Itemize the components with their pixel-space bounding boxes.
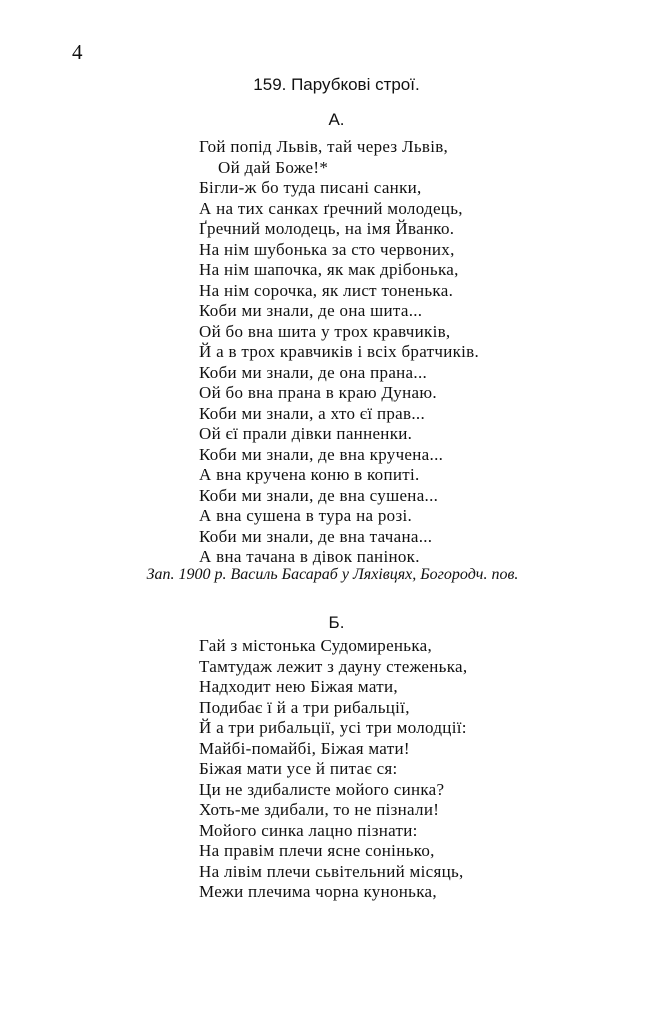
verse-line: Тамтудаж лежит з дауну стеженька,	[199, 656, 468, 676]
section-label-b: Б.	[328, 613, 345, 632]
verse-line: Коби ми знали, де вна тачана...	[199, 526, 433, 546]
verse-line: Бігли-ж бо туда писані санки,	[199, 178, 422, 197]
verse-line: Коби ми знали, а хто єї прав...	[199, 403, 425, 423]
verse-line: А вна кручена коню в копиті.	[199, 465, 420, 484]
recording-note: Зап. 1900 р. Василь Басараб у Ляхівцях, Богородч. пов.	[146, 566, 519, 583]
verse-line: Ой єї прали дівки панненки.	[199, 424, 413, 443]
verse-line: Гой попід Львів, тай через Львів,	[199, 137, 449, 156]
verse-line: Майбі-помайбі, Біжая мати!	[199, 738, 410, 758]
verse-line: Мойого синка лацно пізнати:	[199, 820, 418, 840]
verse-line: Межи плечима чорна кунонька,	[199, 882, 437, 901]
verse-line: Біжая мати усе й питає ся:	[199, 759, 398, 778]
verse-line: Коби ми знали, де вна кручена...	[199, 444, 444, 464]
verse-line: Надходит нею Біжая мати,	[199, 677, 398, 696]
page-number: 4	[72, 40, 83, 64]
verse-line: Подибає ї й а три рибальції,	[199, 697, 410, 717]
verse-line: Ци не здибалисте мойого синка?	[199, 779, 445, 799]
verse-line: На нім шубонька за сто червоних,	[199, 239, 455, 259]
verse-line: Й а три рибальції, усі три молодції:	[199, 718, 467, 737]
verse-line: На нім сорочка, як лист тоненька.	[199, 280, 454, 300]
section-label-a: А.	[328, 110, 345, 129]
verse-line: А вна сушена в тура на розі.	[199, 506, 413, 525]
verse-a	[199, 137, 479, 568]
verse-line: Хоть-ме здибали, то не пізнали!	[199, 800, 440, 819]
verse-line: Ой бо вна шита у трох кравчиків,	[199, 321, 451, 341]
verse-line: Ой дай Боже!*	[218, 157, 329, 177]
verse-line: На лівім плечи сьвітельний місяць,	[199, 861, 464, 881]
verse-line: Ой бо вна прана в краю Дунаю.	[199, 383, 437, 402]
verse-line: На правім плечи ясне сонінько,	[199, 841, 435, 860]
verse-line: На нім шапочка, як мак дрібонька,	[199, 260, 459, 279]
verse-line: Ґречний молодець, на імя Йванко.	[199, 219, 455, 238]
song-title: 159. Парубкові строї.	[253, 75, 420, 94]
verse-line: А вна тачана в дівок панінок.	[199, 547, 420, 566]
verse-line: Й а в трох кравчиків і всіх братчиків.	[199, 342, 480, 361]
verse-line: Коби ми знали, де она шита...	[199, 301, 423, 320]
verse-line: Гай з містонька Судомиренька,	[199, 636, 433, 655]
verse-line: Коби ми знали, де она прана...	[199, 362, 428, 382]
verse-line: Коби ми знали, де вна сушена...	[199, 485, 439, 505]
verse-line: А на тих санках ґречний молодець,	[199, 198, 463, 218]
verse-b	[199, 636, 467, 903]
